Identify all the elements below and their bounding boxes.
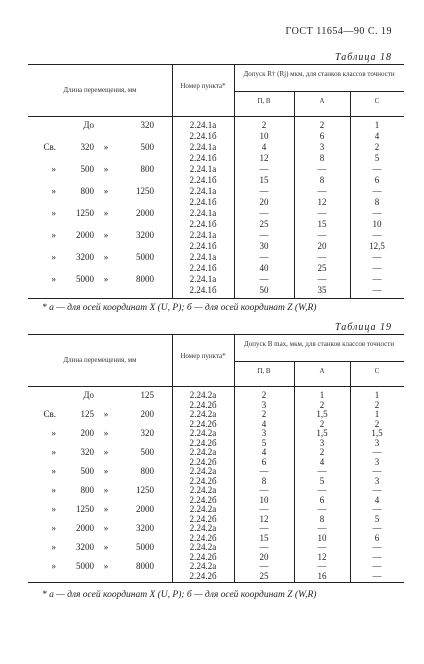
row-from: 5000 xyxy=(76,274,94,284)
row-item-number: 2.24.1б xyxy=(189,131,217,141)
row-value-a: — xyxy=(317,466,327,476)
row-value-c: 5 xyxy=(374,153,380,163)
row-to: 2000 xyxy=(136,208,154,218)
row-value-pv: 2 xyxy=(261,390,267,400)
row-value-a: 1,5 xyxy=(316,409,328,419)
row-value-pv: 25 xyxy=(259,570,269,581)
header-class-0: П, В xyxy=(257,367,271,376)
row-to: 1250 xyxy=(136,186,154,196)
row-value-c: — xyxy=(372,263,382,273)
row-value-c: — xyxy=(372,523,382,533)
row-value-a: 8 xyxy=(319,175,325,185)
row-to: 1250 xyxy=(136,485,154,495)
row-value-pv: 20 xyxy=(259,197,269,207)
row-value-pv: 2 xyxy=(261,120,267,130)
row-value-c: 1,5 xyxy=(371,428,383,438)
row-value-c: 5 xyxy=(374,513,380,524)
row-value-pv: — xyxy=(259,542,269,552)
row-item-number: 2.24.2б xyxy=(189,456,217,467)
row-prefix: » xyxy=(51,186,56,196)
row-to: 500 xyxy=(140,447,154,457)
row-value-c: — xyxy=(372,285,382,295)
row-value-a: — xyxy=(317,252,327,262)
header-item-number: Номер пункта* xyxy=(180,82,226,90)
row-value-pv: 50 xyxy=(259,285,269,295)
row-value-pv: — xyxy=(259,466,269,476)
row-item-number: 2.24.2б xyxy=(189,551,217,562)
row-value-a: 8 xyxy=(319,513,325,524)
row-value-a: 12 xyxy=(317,197,327,207)
row-to: 3200 xyxy=(136,523,154,533)
row-value-c: 3 xyxy=(374,437,380,448)
table-header-bottom-line xyxy=(28,116,404,117)
table-subheader-line xyxy=(234,361,404,362)
row-item-number: 2.24.1б xyxy=(189,263,217,273)
row-from: 320 xyxy=(80,142,94,152)
row-item-number: 2.24.1а xyxy=(189,230,217,240)
row-item-number: 2.24.2а xyxy=(189,390,217,400)
row-value-a: — xyxy=(317,504,327,514)
row-value-pv: 3 xyxy=(261,399,267,410)
row-value-c: — xyxy=(372,252,382,262)
row-value-pv: 10 xyxy=(259,494,269,505)
row-prefix: » xyxy=(51,542,56,552)
row-value-a: 35 xyxy=(317,285,327,295)
row-value-a: 8 xyxy=(319,153,325,163)
row-value-a: 2 xyxy=(319,447,325,457)
row-from: 3200 xyxy=(76,542,94,552)
header-class-1: А xyxy=(319,367,325,376)
row-item-number: 2.24.1б xyxy=(189,285,217,295)
row-value-a: 6 xyxy=(319,131,325,141)
row-value-c: 4 xyxy=(374,494,380,505)
row-to: 2000 xyxy=(136,504,154,514)
row-value-c: 1 xyxy=(374,409,380,419)
table-bottom-line xyxy=(28,582,404,583)
row-value-c: 10 xyxy=(372,219,382,229)
header-item-number: Номер пункта* xyxy=(180,352,226,360)
row-prefix: » xyxy=(51,208,56,218)
row-item-number: 2.24.1б xyxy=(189,175,217,185)
row-item-number: 2.24.1а xyxy=(189,164,217,174)
row-value-pv: 15 xyxy=(259,532,269,543)
row-value-a: 3 xyxy=(319,142,325,152)
table-top-line xyxy=(28,64,404,65)
row-prefix: Св. xyxy=(43,409,56,419)
row-value-pv: 10 xyxy=(259,131,269,141)
row-from: До xyxy=(83,120,94,130)
row-prefix: » xyxy=(51,252,56,262)
row-prefix: » xyxy=(51,523,56,533)
row-to: 320 xyxy=(140,428,154,438)
row-item-number: 2.24.2б xyxy=(189,570,217,581)
row-value-a: 12 xyxy=(317,551,327,562)
row-prefix: » xyxy=(51,164,56,174)
row-value-pv: — xyxy=(259,252,269,262)
row-item-number: 2.24.1б xyxy=(189,197,217,207)
table18-footnote: * а — для осей координат X (U, P); б — для осей координат Z (W,R) xyxy=(42,303,317,313)
row-range-separator: » xyxy=(103,561,109,571)
row-value-c: 2 xyxy=(374,418,380,429)
row-from: 500 xyxy=(80,164,94,174)
row-value-c: — xyxy=(372,466,382,476)
row-from: 500 xyxy=(80,466,94,476)
row-item-number: 2.24.2б xyxy=(189,437,217,448)
row-value-a: — xyxy=(317,208,327,218)
row-item-number: 2.24.2б xyxy=(189,494,217,505)
row-range-separator: » xyxy=(103,523,109,533)
header-length: Длина перемещения, мм xyxy=(63,356,137,364)
row-value-a: 25 xyxy=(317,263,327,273)
row-value-a: — xyxy=(317,274,327,284)
row-value-pv: 12 xyxy=(259,153,269,163)
row-prefix: » xyxy=(51,466,56,476)
row-item-number: 2.24.2б xyxy=(189,475,217,486)
row-value-a: — xyxy=(317,561,327,571)
table18 xyxy=(28,64,404,298)
header-class-0: П, В xyxy=(257,97,271,106)
row-item-number: 2.24.2б xyxy=(189,513,217,524)
row-value-pv: 30 xyxy=(259,241,269,251)
row-from: 2000 xyxy=(76,230,94,240)
row-value-a: 20 xyxy=(317,241,327,251)
row-value-c: — xyxy=(372,504,382,514)
row-value-a: — xyxy=(317,523,327,533)
row-value-c: — xyxy=(372,186,382,196)
row-value-c: — xyxy=(372,164,382,174)
row-value-pv: — xyxy=(259,186,269,196)
row-range-separator: » xyxy=(103,230,109,240)
header-class-2: С xyxy=(374,367,380,376)
row-range-separator: » xyxy=(103,142,109,152)
row-value-c: — xyxy=(372,447,382,457)
row-item-number: 2.24.2а xyxy=(189,466,217,476)
row-value-pv: — xyxy=(259,230,269,240)
row-range-separator: » xyxy=(103,409,109,419)
row-value-pv: 25 xyxy=(259,219,269,229)
table19-footnote: * а — для осей координат X (U, P); б — для осей координат Z (W,R) xyxy=(42,590,317,600)
row-item-number: 2.24.2б xyxy=(189,399,217,410)
row-value-c: 3 xyxy=(374,456,380,467)
row-to: 800 xyxy=(140,164,154,174)
row-value-c: 6 xyxy=(374,532,380,543)
row-from: 3200 xyxy=(76,252,94,262)
row-to: 5000 xyxy=(136,542,154,552)
row-item-number: 2.24.2а xyxy=(189,561,217,571)
row-item-number: 2.24.1а xyxy=(189,252,217,262)
row-value-a: 1,5 xyxy=(316,428,328,438)
row-to: 3200 xyxy=(136,230,154,240)
row-range-separator: » xyxy=(103,466,109,476)
row-to: 500 xyxy=(140,142,154,152)
row-from: 800 xyxy=(80,186,94,196)
row-value-a: 16 xyxy=(317,570,327,581)
row-to: 800 xyxy=(140,466,154,476)
row-range-separator: » xyxy=(103,274,109,284)
row-item-number: 2.24.2б xyxy=(189,418,217,429)
row-value-a: 3 xyxy=(319,437,325,448)
row-from: 125 xyxy=(80,409,94,419)
row-item-number: 2.24.1а xyxy=(189,120,217,130)
row-value-c: 8 xyxy=(374,197,380,207)
row-value-c: 3 xyxy=(374,475,380,486)
row-value-pv: 3 xyxy=(261,428,267,438)
row-value-c: 1 xyxy=(374,120,380,130)
row-value-c: — xyxy=(372,542,382,552)
table-subheader-line xyxy=(234,91,404,92)
row-item-number: 2.24.1б xyxy=(189,153,217,163)
row-value-a: — xyxy=(317,186,327,196)
row-prefix: Св. xyxy=(43,142,56,152)
row-prefix: » xyxy=(51,230,56,240)
row-item-number: 2.24.1а xyxy=(189,186,217,196)
row-item-number: 2.24.2а xyxy=(189,504,217,514)
row-from: 320 xyxy=(80,447,94,457)
header-tolerance: Допуск B max, мкм, для станков классов точности xyxy=(243,340,395,348)
row-value-pv: — xyxy=(259,561,269,571)
row-value-pv: 5 xyxy=(261,437,267,448)
table19 xyxy=(28,334,404,586)
row-item-number: 2.24.2а xyxy=(189,523,217,533)
row-value-a: 6 xyxy=(319,494,325,505)
row-prefix: » xyxy=(51,504,56,514)
row-item-number: 2.24.1а xyxy=(189,142,217,152)
row-to: 125 xyxy=(140,390,154,400)
row-value-pv: 2 xyxy=(261,409,267,419)
row-to: 5000 xyxy=(136,252,154,262)
row-item-number: 2.24.2а xyxy=(189,428,217,438)
row-prefix: » xyxy=(51,561,56,571)
header-tolerance: Допуск R† (Rj) мкм, для станков классов точности xyxy=(243,70,395,78)
page-header: ГОСТ 11654—90 С. 19 xyxy=(285,26,392,37)
row-range-separator: » xyxy=(103,542,109,552)
row-value-c: — xyxy=(372,230,382,240)
row-value-pv: 40 xyxy=(259,263,269,273)
row-item-number: 2.24.2а xyxy=(189,485,217,495)
row-value-a: 1 xyxy=(319,390,325,400)
table18-caption: Таблица 18 xyxy=(335,52,392,63)
row-value-c: — xyxy=(372,485,382,495)
row-value-pv: 20 xyxy=(259,551,269,562)
row-range-separator: » xyxy=(103,252,109,262)
header-class-1: А xyxy=(319,97,325,106)
row-value-c: — xyxy=(372,274,382,284)
row-value-a: — xyxy=(317,230,327,240)
row-prefix: » xyxy=(51,447,56,457)
row-value-pv: — xyxy=(259,208,269,218)
row-value-pv: — xyxy=(259,523,269,533)
row-range-separator: » xyxy=(103,447,109,457)
row-range-separator: » xyxy=(103,504,109,514)
row-item-number: 2.24.1а xyxy=(189,274,217,284)
row-value-pv: 6 xyxy=(261,456,267,467)
row-value-pv: — xyxy=(259,274,269,284)
row-range-separator: » xyxy=(103,164,109,174)
row-from: 1250 xyxy=(76,208,94,218)
row-value-a: 2 xyxy=(319,120,325,130)
row-value-pv: — xyxy=(259,164,269,174)
row-value-a: — xyxy=(317,164,327,174)
row-value-pv: 8 xyxy=(261,475,267,486)
header-class-2: С xyxy=(374,97,380,106)
row-value-c: 2 xyxy=(374,142,380,152)
row-value-a: — xyxy=(317,542,327,552)
row-prefix: » xyxy=(51,274,56,284)
row-value-a: 4 xyxy=(319,456,325,467)
row-range-separator: » xyxy=(103,186,109,196)
row-to: 320 xyxy=(140,120,154,130)
table-header-bottom-line xyxy=(28,386,404,387)
row-range-separator: » xyxy=(103,485,109,495)
table-top-line xyxy=(28,334,404,335)
row-to: 200 xyxy=(140,409,154,419)
row-item-number: 2.24.1а xyxy=(189,208,217,218)
row-from: 1250 xyxy=(76,504,94,514)
row-value-pv: 12 xyxy=(259,513,269,524)
row-value-c: — xyxy=(372,551,382,562)
row-item-number: 2.24.2а xyxy=(189,542,217,552)
row-value-pv: — xyxy=(259,504,269,514)
row-value-a: 2 xyxy=(319,399,325,410)
table-bottom-line xyxy=(28,298,404,299)
row-prefix: » xyxy=(51,428,56,438)
row-range-separator: » xyxy=(103,208,109,218)
row-value-c: — xyxy=(372,208,382,218)
row-item-number: 2.24.2б xyxy=(189,532,217,543)
row-value-c: 1 xyxy=(374,390,380,400)
row-value-pv: — xyxy=(259,485,269,495)
row-item-number: 2.24.1б xyxy=(189,241,217,251)
row-item-number: 2.24.2а xyxy=(189,409,217,419)
row-value-a: 2 xyxy=(319,418,325,429)
row-value-pv: 4 xyxy=(261,447,267,457)
row-from: 2000 xyxy=(76,523,94,533)
row-from: 800 xyxy=(80,485,94,495)
row-value-pv: 4 xyxy=(261,418,267,429)
header-length: Длина перемещения, мм xyxy=(63,86,137,94)
row-to: 8000 xyxy=(136,274,154,284)
row-value-c: — xyxy=(372,561,382,571)
row-value-a: 10 xyxy=(317,532,327,543)
row-to: 8000 xyxy=(136,561,154,571)
row-item-number: 2.24.1б xyxy=(189,219,217,229)
table19-caption: Таблица 19 xyxy=(335,322,392,333)
row-value-c: 2 xyxy=(374,399,380,410)
row-from: До xyxy=(83,390,94,400)
row-value-a: — xyxy=(317,485,327,495)
row-value-pv: 15 xyxy=(259,175,269,185)
row-value-c: 12,5 xyxy=(369,241,385,251)
row-value-a: 15 xyxy=(317,219,327,229)
row-value-c: — xyxy=(372,570,382,581)
row-value-c: 6 xyxy=(374,175,380,185)
row-prefix: » xyxy=(51,485,56,495)
row-value-c: 4 xyxy=(374,131,380,141)
row-value-a: 5 xyxy=(319,475,325,486)
row-from: 200 xyxy=(80,428,94,438)
row-from: 5000 xyxy=(76,561,94,571)
row-range-separator: » xyxy=(103,428,109,438)
row-value-pv: 4 xyxy=(261,142,267,152)
row-item-number: 2.24.2а xyxy=(189,447,217,457)
